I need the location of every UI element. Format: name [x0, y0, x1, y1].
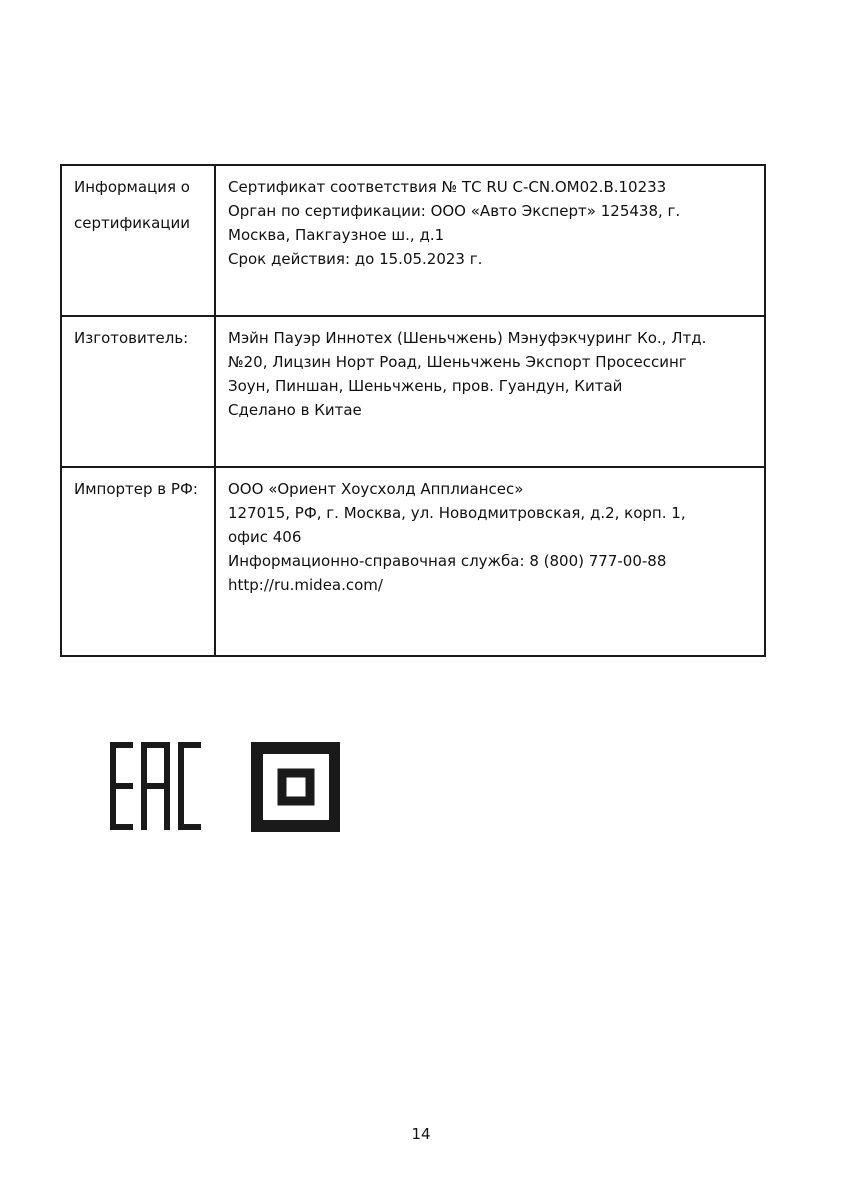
certificate-validity: Срок действия: до 15.05.2023 г.: [228, 250, 483, 268]
manufacturer-address-line-2: Зоун, Пиншан, Шеньчжень, пров. Гуандун, Китай: [228, 377, 623, 395]
manufacturer-details: [215, 316, 765, 467]
class-ii-double-square-icon: [257, 748, 335, 826]
country-of-origin: Сделано в Китае: [228, 401, 362, 419]
importer-website: http://ru.midea.com/: [228, 576, 383, 594]
page-number: 14: [411, 1125, 431, 1143]
certification-details: [215, 165, 765, 316]
certification-body-address: Москва, Пакгаузное ш., д.1: [228, 226, 445, 244]
importer-label: Импортер в РФ:: [61, 467, 215, 656]
importer-hotline: Информационно-справочная служба: 8 (800) 777-00-88: [228, 552, 667, 570]
importer-address-line-1: 127015, РФ, г. Москва, ул. Новодмитровская, д.2, корп. 1,: [228, 504, 686, 522]
certification-body: Орган по сертификации: ООО «Авто Эксперт» 125438, г.: [228, 202, 681, 220]
certification-marks: [110, 742, 340, 832]
product-info-table: [60, 164, 766, 657]
manufacturer-label: Изготовитель:: [61, 316, 215, 467]
certification-label: Информация о сертификации: [61, 165, 215, 316]
importer-row: [61, 467, 765, 656]
manufacturer-row: [61, 316, 765, 467]
importer-address-line-2: офис 406: [228, 528, 302, 546]
importer-name: ООО «Ориент Хоусхолд Апплиансес»: [228, 480, 524, 498]
importer-details: [215, 467, 765, 656]
certificate-number: Сертификат соответствия № ТС RU C-CN.OM02.B.10233: [228, 178, 667, 196]
manufacturer-address-line-1: №20, Лицзин Норт Роад, Шеньчжень Экспорт Просессинг: [228, 353, 687, 371]
manufacturer-name: Мэйн Пауэр Иннотех (Шеньчжень) Мэнуфэкчуринг Ко., Лтд.: [228, 329, 707, 347]
eac-mark-icon: [110, 742, 201, 830]
certification-row: [61, 165, 765, 316]
